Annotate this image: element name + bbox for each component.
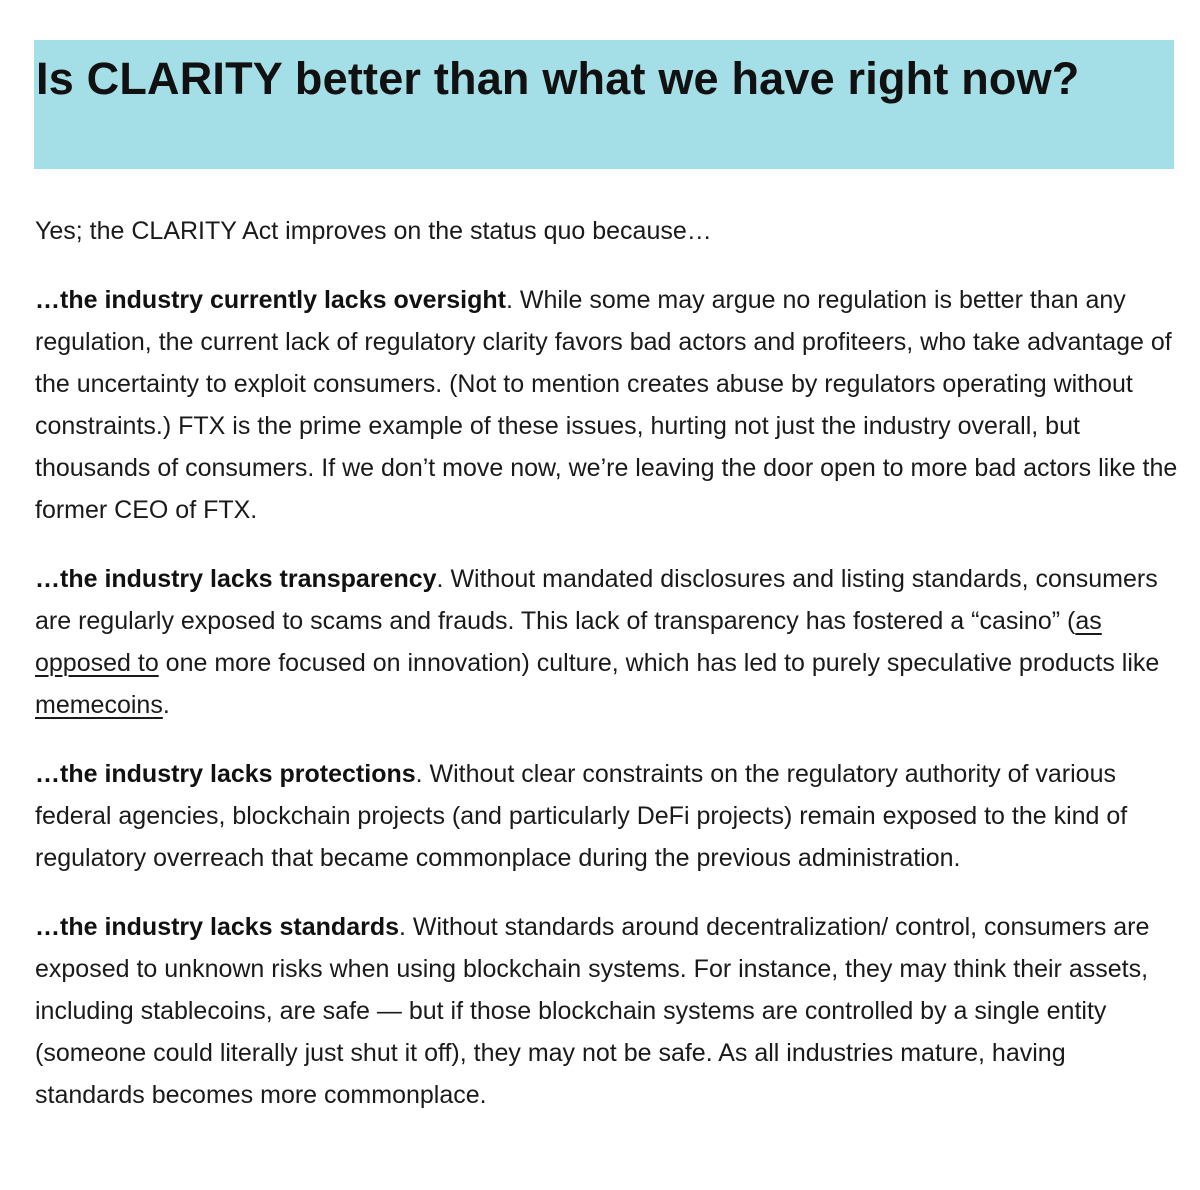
heading-banner	[34, 40, 1174, 169]
paragraph-lead: …the industry lacks protections	[35, 760, 416, 788]
intro-paragraph: Yes; the CLARITY Act improves on the status quo because…	[35, 217, 712, 245]
paragraph-text: . Without mandated disclosures and listing standards, consumers are regularly exposed to scams and frauds. This lack of transparency has fostered a “casino” (	[35, 565, 1158, 635]
paragraph-text: . Without standards around decentralization/ control, consumers are exposed to unknown risks when using blockchain systems. For instance, they may think their assets, including stablecoins, are safe — but if those blockchain systems are controlled by a single entity (someone could literally just shut it off), they may not be safe. As all industries mature, having standards becomes more commonplace.	[35, 913, 1150, 1109]
as-opposed-to-link[interactable]: as opposed to	[35, 607, 1102, 677]
paragraph-oversight	[35, 279, 1180, 531]
page-title: Is CLARITY better than what we have right now?	[36, 53, 1080, 104]
paragraph-lead: …the industry currently lacks oversight	[35, 286, 506, 314]
paragraph-lead: …the industry lacks transparency	[35, 565, 437, 593]
paragraph-lead: …the industry lacks standards	[35, 913, 400, 941]
paragraph-text: one more focused on innovation) culture, which has led to purely speculative products like	[158, 649, 1160, 677]
article-body	[35, 210, 1180, 1143]
paragraph-standards	[35, 906, 1180, 1116]
paragraph-text: . While some may argue no regulation is better than any regulation, the current lack of regulatory clarity favors bad actors and profiteers, who take advantage of the uncertainty to exploit consumers. (Not to mention creates abuse by regulators operating without constraints.) FTX is the prime example of these issues, hurting not just the industry overall, but thousands of consumers. If we don’t move now, we’re leaving the door open to more bad actors like the former CEO of FTX.	[35, 286, 1178, 524]
memecoins-link[interactable]: memecoins	[35, 691, 163, 719]
paragraph-transparency	[35, 558, 1180, 726]
paragraph-protections	[35, 753, 1180, 879]
paragraph-text: .	[162, 691, 170, 719]
paragraph-text: . Without clear constraints on the regulatory authority of various federal agencies, blockchain projects (and particularly DeFi projects) remain exposed to the kind of regulatory overreach that became commonplace during the previous administration.	[35, 760, 1128, 872]
